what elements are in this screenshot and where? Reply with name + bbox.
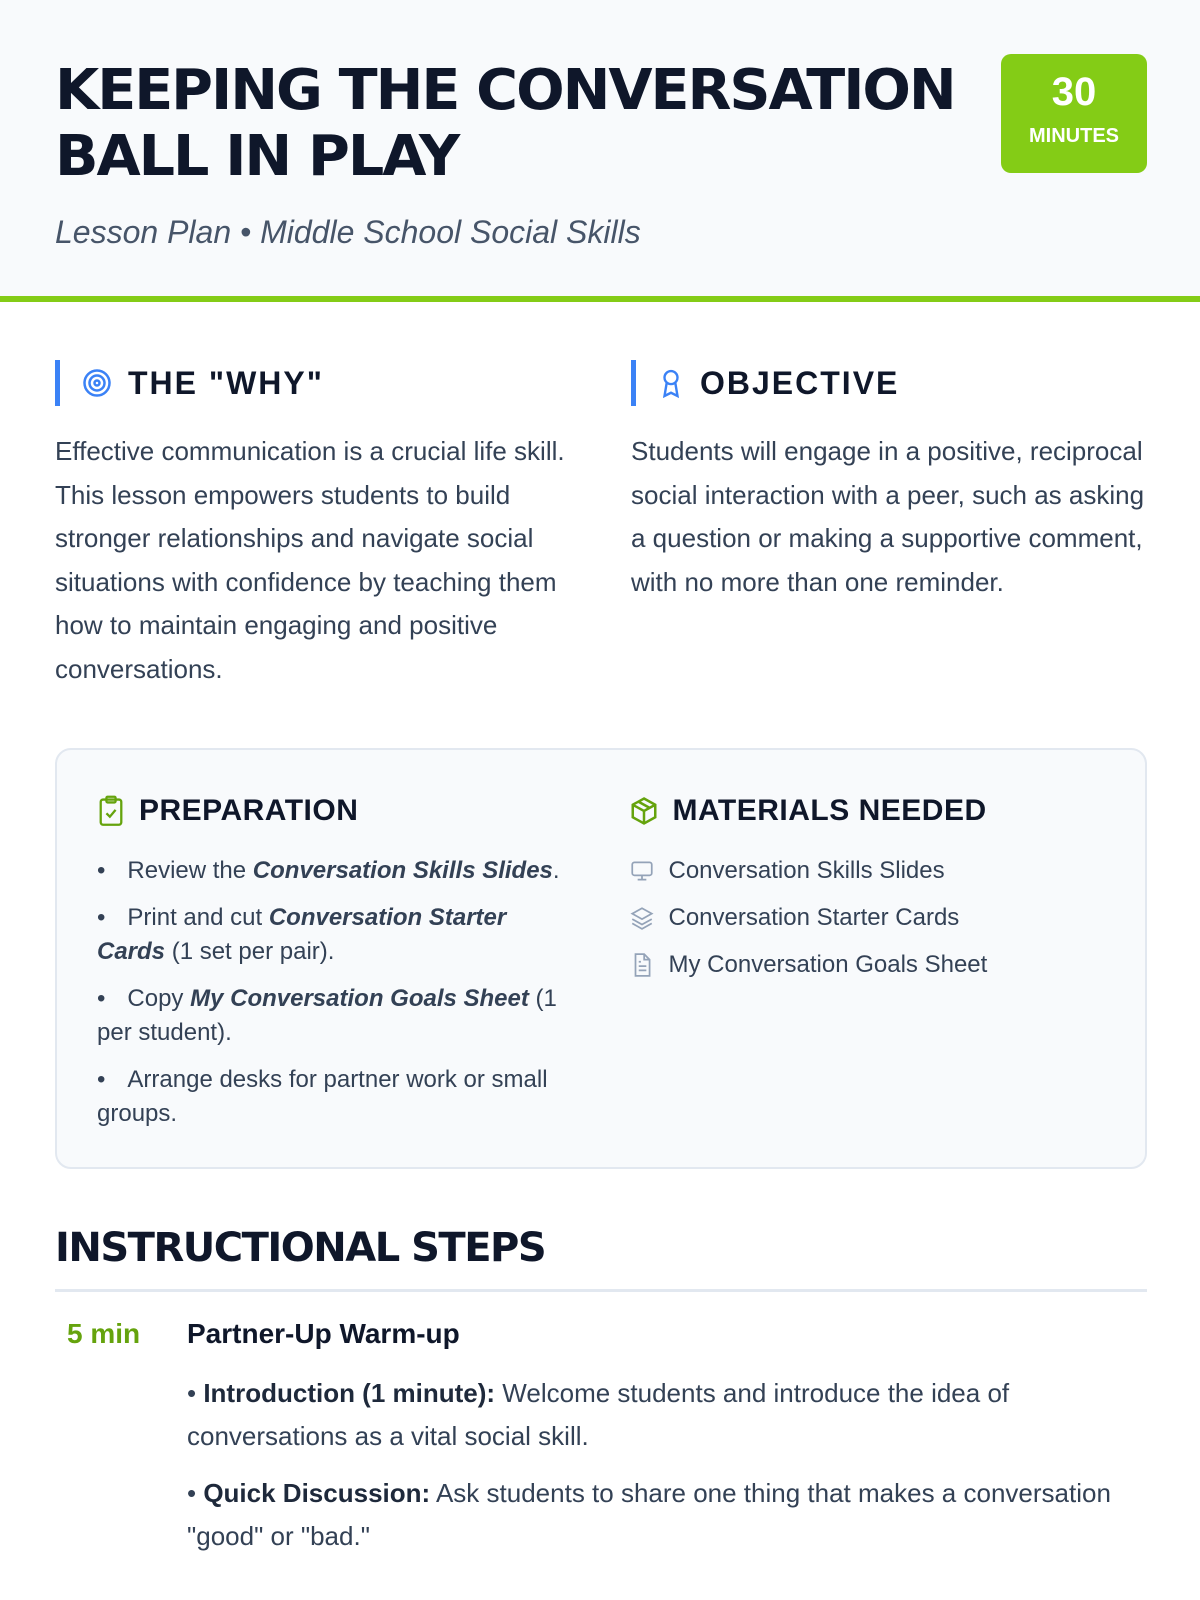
- page-title: KEEPING THE CONVERSATION BALL IN PLAY: [55, 58, 955, 189]
- step-point-label: Introduction (1 minute):: [203, 1378, 496, 1408]
- page-subtitle: Lesson Plan • Middle School Social Skills: [55, 214, 641, 250]
- target-icon: [82, 368, 112, 398]
- item-text: Print and cut: [127, 904, 269, 931]
- step-content: [187, 1318, 1145, 1572]
- step-point-text: Welcome students and introduce the idea of conversations as a vital social skill.: [187, 1378, 1010, 1451]
- item-resource: Conversation Starter Cards: [97, 904, 507, 965]
- material-item: [629, 948, 1106, 982]
- preparation-item: [97, 1063, 574, 1131]
- item-text: (1 set per pair).: [165, 938, 335, 965]
- step-point: • Quick Discussion: Ask students to share one thing that makes a conversation "good" or "bad.": [187, 1478, 1111, 1551]
- preparation-item: [97, 901, 574, 969]
- page-header: [0, 0, 1200, 302]
- step-point-label: Quick Discussion:: [203, 1478, 431, 1508]
- step-duration: 5 min: [67, 1318, 141, 1349]
- objective-text: Students will engage in a positive, reciprocal social interaction with a peer, such as asking a question or making a supportive comment, with no more than one reminder.: [631, 436, 1145, 597]
- material-label: Conversation Starter Cards: [668, 904, 960, 931]
- material-item: [629, 854, 1106, 888]
- item-text: Copy: [127, 985, 191, 1012]
- preparation-list: [97, 854, 574, 1131]
- layers-icon: [629, 905, 655, 931]
- item-text: .: [552, 857, 560, 884]
- step-row: [67, 1318, 1145, 1572]
- duration-unit: MINUTES: [1029, 125, 1119, 147]
- item-text: Arrange desks for partner work or small groups.: [97, 1066, 548, 1127]
- why-heading: THE "WHY": [128, 364, 324, 401]
- award-icon: [658, 367, 684, 399]
- item-text: Review the: [127, 857, 253, 884]
- duration-value: 30: [1051, 70, 1097, 114]
- objective-section: [631, 360, 1145, 691]
- step-point-text: Ask students to share one thing that makes a conversation "good" or "bad.": [187, 1478, 1111, 1551]
- document-icon: [629, 952, 655, 978]
- objective-heading: OBJECTIVE: [700, 364, 900, 401]
- instructional-steps-heading: INSTRUCTIONAL STEPS: [55, 1225, 1147, 1292]
- why-section: [55, 360, 569, 691]
- preparation-materials-card: [55, 748, 1147, 1169]
- why-text: Effective communication is a crucial life skill. This lesson empowers students to build stronger relationships and navigate social situations with confidence by teaching them how to maintain engaging and positive conversations.: [55, 436, 565, 684]
- item-text: (1 per student).: [97, 985, 557, 1046]
- material-label: My Conversation Goals Sheet: [668, 951, 988, 978]
- materials-list: [629, 854, 1106, 982]
- clipboard-check-icon: [97, 795, 125, 827]
- preparation-item: [97, 854, 574, 888]
- steps-list: [0, 1318, 1200, 1572]
- step-title: Partner-Up Warm-up: [187, 1318, 460, 1349]
- material-label: Conversation Skills Slides: [668, 857, 945, 884]
- material-item: [629, 901, 1106, 935]
- preparation-heading: PREPARATION: [139, 794, 359, 827]
- materials-heading: MATERIALS NEEDED: [672, 794, 987, 827]
- item-resource: Conversation Skills Slides: [252, 857, 553, 884]
- package-icon: [629, 796, 659, 826]
- duration-badge: [1001, 54, 1147, 173]
- monitor-icon: [629, 858, 655, 884]
- preparation-item: [97, 982, 574, 1050]
- item-resource: My Conversation Goals Sheet: [190, 985, 529, 1012]
- step-point: • Introduction (1 minute): Welcome students and introduce the idea of conversations as a vital social skill.: [187, 1378, 1010, 1451]
